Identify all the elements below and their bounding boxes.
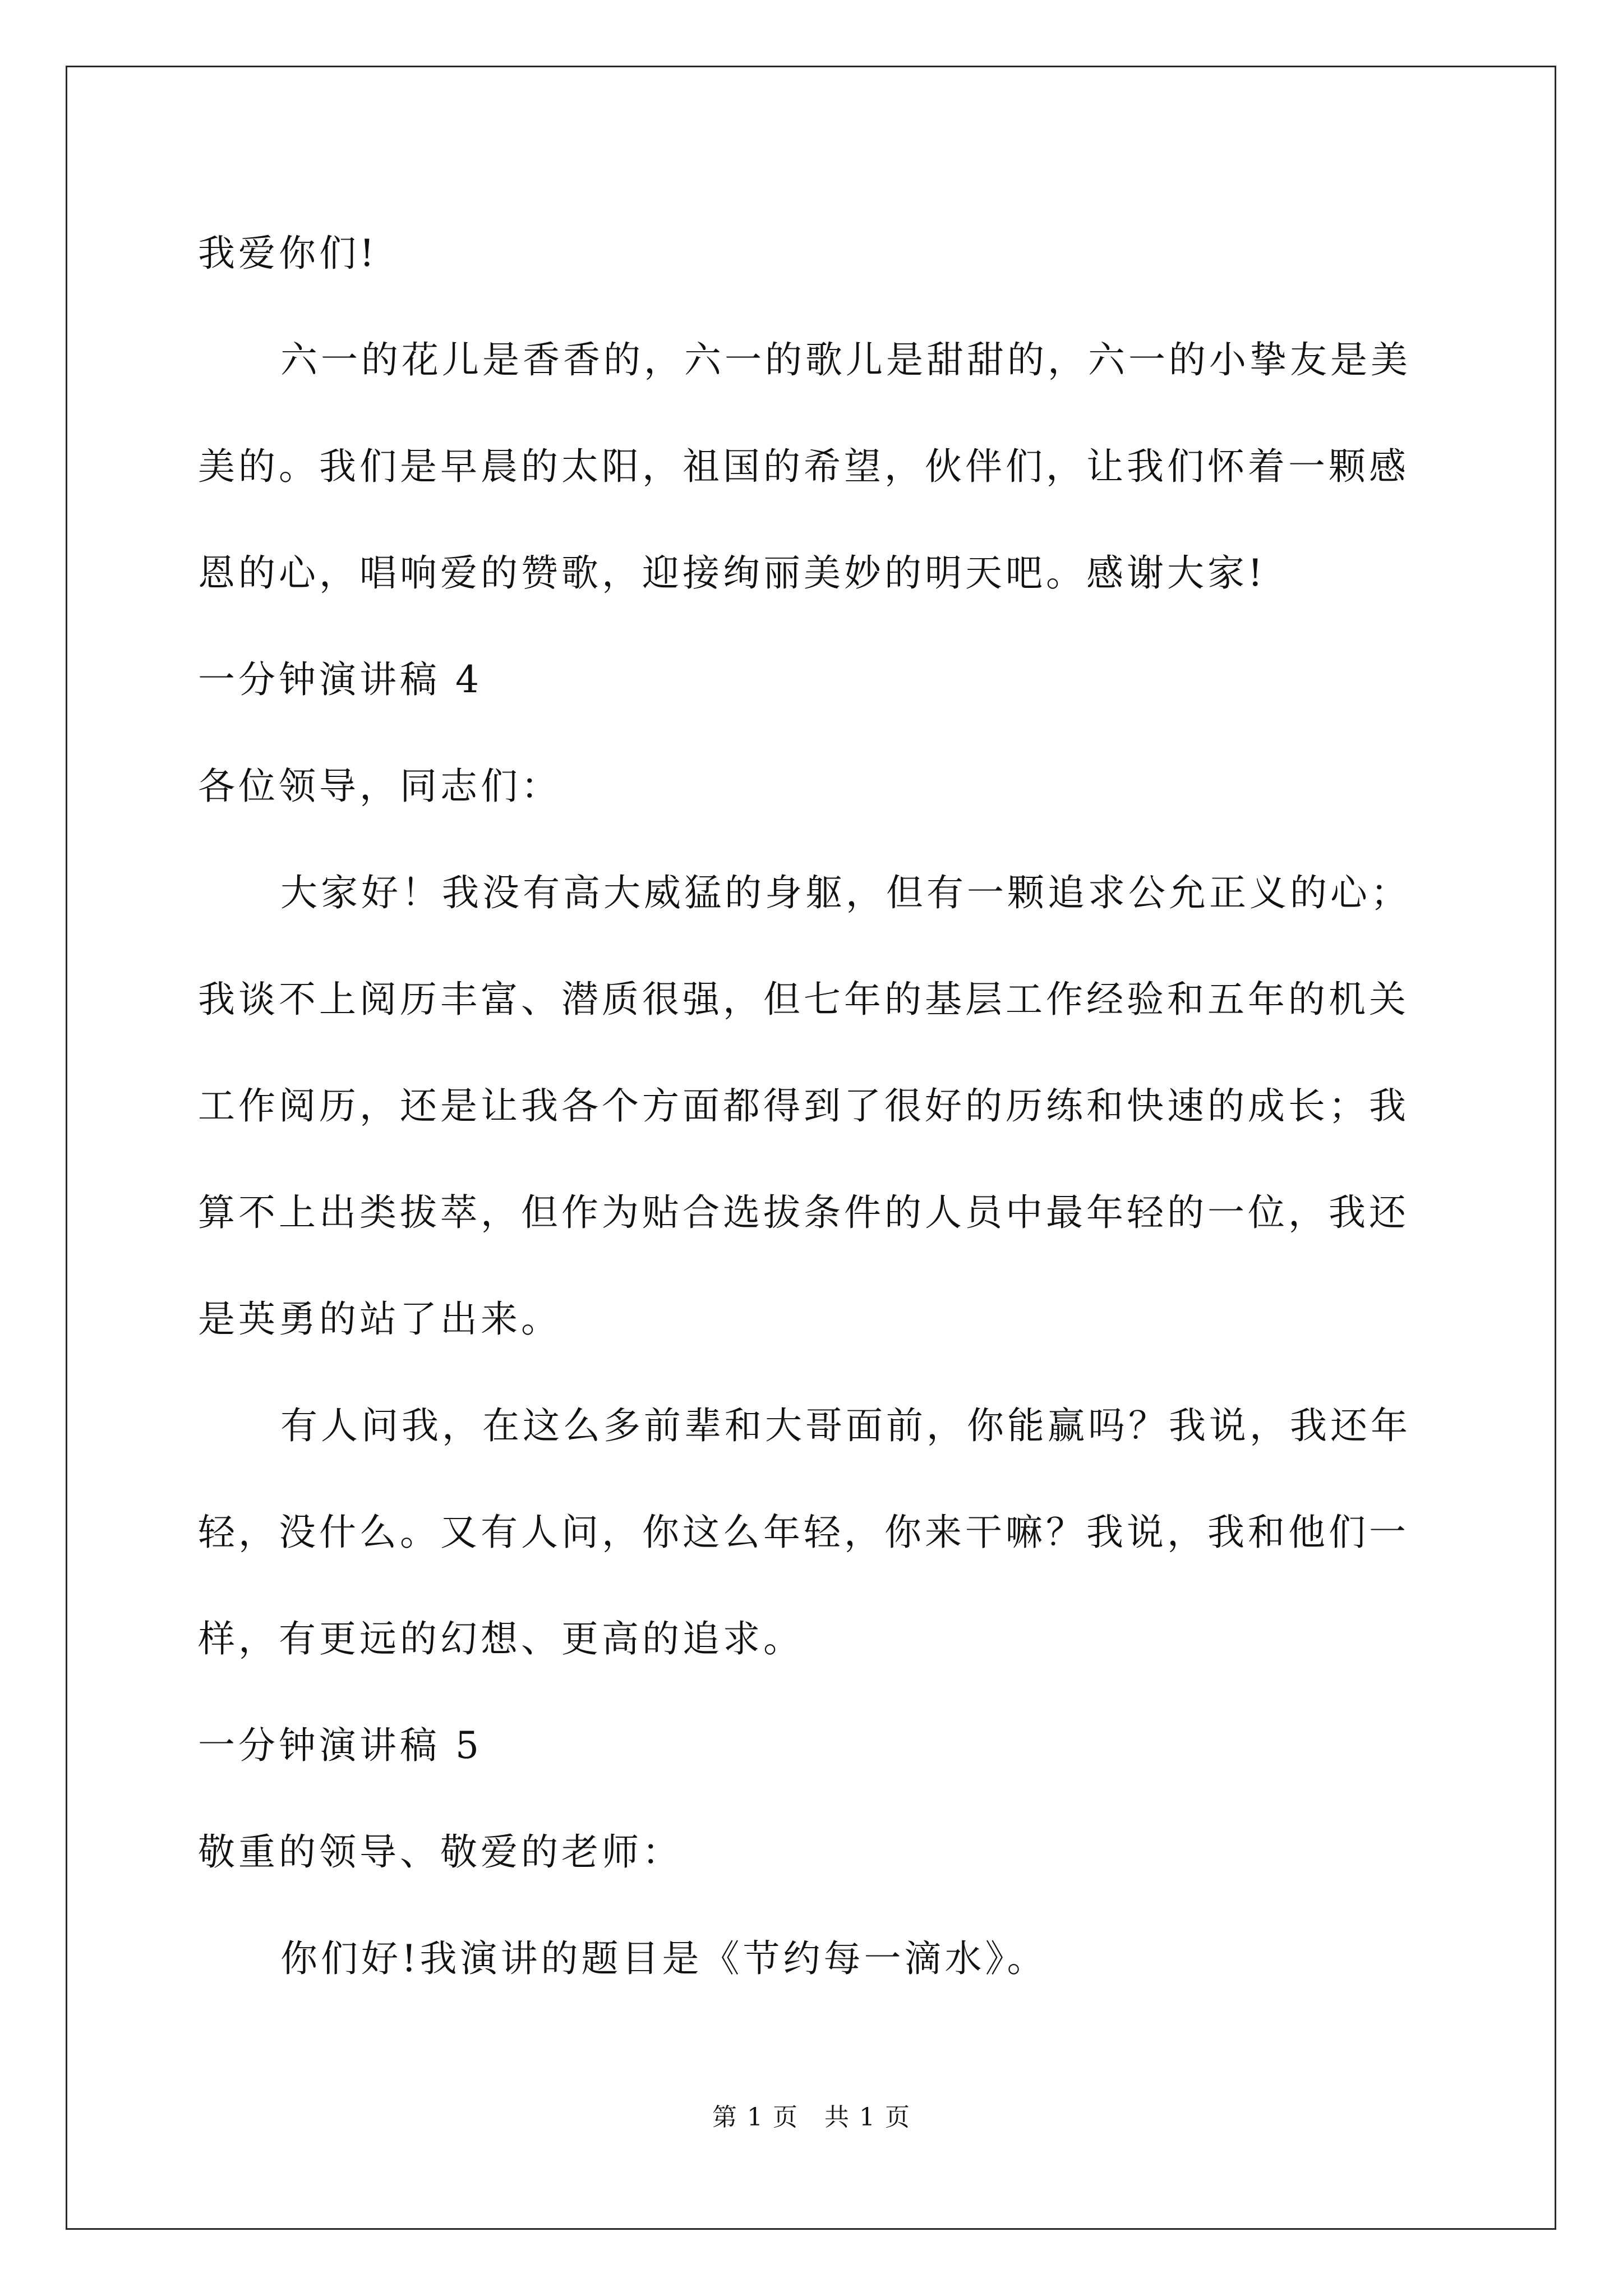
text-line: 轻，没什么。又有人问，你这么年轻，你来干嘛？我说，我和他们一 — [198, 1511, 1409, 1554]
page-number: 第 1 页 共 1 页 — [712, 2103, 911, 2132]
text-line: 六一的花儿是香香的，六一的歌儿是甜甜的，六一的小挚友是美 — [280, 338, 1411, 381]
section-heading: 一分钟演讲稿 4 — [198, 658, 482, 701]
text-line: 样，有更远的幻想、更高的追求。 — [198, 1617, 804, 1660]
page-border — [66, 66, 1556, 2230]
text-line: 大家好！我没有高大威猛的身躯，但有一颗追求公允正义的心； — [280, 871, 1411, 914]
text-line: 恩的心，唱响爱的赞歌，迎接绚丽美妙的明天吧。感谢大家! — [198, 551, 1266, 595]
text-line: 你们好!我演讲的题目是《节约每一滴水》。 — [280, 1937, 1048, 1980]
section-heading: 一分钟演讲稿 5 — [198, 1724, 482, 1767]
text-line: 有人问我，在这么多前辈和大哥面前，你能赢吗？我说，我还年 — [280, 1404, 1411, 1447]
text-line: 工作阅历，还是让我各个方面都得到了很好的历练和快速的成长；我 — [198, 1084, 1409, 1128]
text-line: 我爱你们! — [198, 232, 378, 275]
salutation: 各位领导，同志们： — [198, 765, 561, 808]
text-line: 我谈不上阅历丰富、潜质很强，但七年的基层工作经验和五年的机关 — [198, 978, 1409, 1021]
text-line: 美的。我们是早晨的太阳，祖国的希望，伙伴们，让我们怀着一颗感 — [198, 445, 1409, 488]
salutation: 敬重的领导、敬爱的老师： — [198, 1830, 683, 1874]
text-line: 算不上出类拔萃，但作为贴合选拔条件的人员中最年轻的一位，我还 — [198, 1191, 1409, 1234]
text-line: 是英勇的站了出来。 — [198, 1297, 561, 1341]
